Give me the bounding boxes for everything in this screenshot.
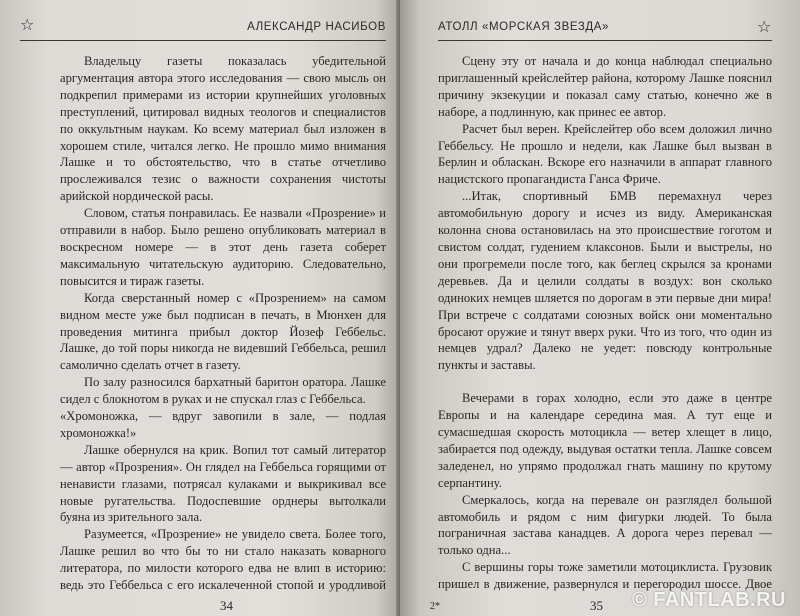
star-icon: ☆: [757, 19, 772, 36]
paragraph: С вершины горы тоже заметили мотоциклиста. Грузовик пришел в движение, развернулся и перегородил шоссе. Двое: [438, 560, 772, 592]
left-page-text: [60, 53, 386, 594]
author-name: АЛЕКСАНДР НАСИБОВ: [247, 21, 386, 33]
paragraph: Вечерами в горах холодно, если это даже в центре Европы и на календаре середина мая. А тут еще и сумасшедшая скорость мотоцикла — ветер хлещет в лицо, забирается под одежду, выдувая остатки тепла. Лашке совсем заледенел, но упрямо продолжал гнать машину по крутому серпантину.: [438, 391, 772, 490]
running-head-right: [438, 18, 772, 41]
paragraph: Сцену эту от начала и до конца наблюдал специально приглашенный крейслейтер района, которому Лашке пояснил причину экзекуции и показал саму статью, конечно же в наборе, а подлинную, как принес ее автор.: [438, 54, 772, 119]
site-watermark: © FANTLAB.RU: [631, 589, 786, 611]
star-icon: ☆: [20, 17, 35, 34]
paragraph: Расчет был верен. Крейслейтер обо всем доложил лично Геббельсу. Не прошло и недели, как Лашке был вызван в Берлин и обласкан. Вскоре его назначили в аппарат главного нацистского пропагандиста Ганса Фриче.: [438, 121, 772, 187]
running-head-left: [20, 18, 386, 41]
paragraph: Владельцу газеты показалась убедительной аргументация автора этого исследования — свою мысль он подкрепил примерами из истории крупнейших уголовных преступлений, цитировал видных теологов и специалистов по оккультным наукам. Ко всему материал был изложен в хорошем стиле, читался легко. Не прошло мимо внимания Лашке и то обстоятельство, что в статье отчетливо прослеживался тезис о важности сохранения чистоты арийской нордической расы.: [60, 54, 386, 204]
paragraph: Лашке обернулся на крик. Вопил тот самый литератор — автор «Прозрения». Он глядел на Геббельса горящими от ненависти глазами, потрясал кулаками и выкрикивал все новые ругательства. Подоспевшие орднеры вытолкали буяна из зрительного зала.: [60, 442, 386, 525]
paragraph: Когда сверстанный номер с «Прозрением» на самом видном месте уже был подписан в печать, в Мюнхен для проведения митинга прибыл доктор Йозеф Геббельс. Лашке, до той поры никогда не видевший Геббельса, решил самолично сделать отчет в газету.: [60, 290, 386, 373]
paragraph: ...Итак, спортивный БМВ перемахнул через автомобильную дорогу и исчез из виду. Американская колонна снова остановилась на это происшествие гоготом и свистом солдат, гудением клаксонов. Были и выстрелы, но они прогремели после того, как беглец скрылся за кронами деревьев. Да и целили солдаты в воздух: вон сколько одиноких немцев шляется по дорогам в эти первые дни мира! При встрече с солдатами союзных войск они моментально бросают оружие и тянут вверх руки. Что из того, что один из немцев удрал? Далеко не уедет: повсюду контрольные пункты и заставы.: [438, 189, 772, 373]
page-number-right: 35: [590, 598, 603, 613]
paragraph: Смеркалось, когда на перевале он разглядел большой автомобиль и рядом с ним фигурки людей. То была пограничная застава канадцев. А дорога через перевал — только одна...: [438, 492, 772, 558]
paragraph: Разумеется, «Прозрение» не увидело света. Более того, Лашке решил во что бы то ни стало наказать коварного литератора, по милости которого едва не влип в историю: ведь это Геббельса с его искалеченной стопой и уродливой: [60, 527, 386, 593]
paragraph: Словом, статья понравилась. Ее назвали «Прозрение» и отправили в набор. Было решено опубликовать материал в воскресном номере — в этот день газета соберет максимальную читательскую аудиторию. Следовательно, повысится и тираж газеты.: [60, 206, 386, 288]
book-title: АТОЛЛ «МОРСКАЯ ЗВЕЗДА»: [438, 21, 610, 33]
right-page: [400, 0, 800, 616]
page-number-left: 34: [220, 598, 233, 613]
paragraph: «Хромоножка, — вдруг завопили в зале, — подлая хромоножка!»: [60, 409, 386, 440]
signature-mark: 2*: [430, 601, 440, 612]
paragraph: По залу разносился бархатный баритон оратора. Лашке сидел с блокнотом в руках и не спускал глаз с Геббельса.: [60, 375, 386, 407]
right-page-text: [438, 53, 772, 594]
